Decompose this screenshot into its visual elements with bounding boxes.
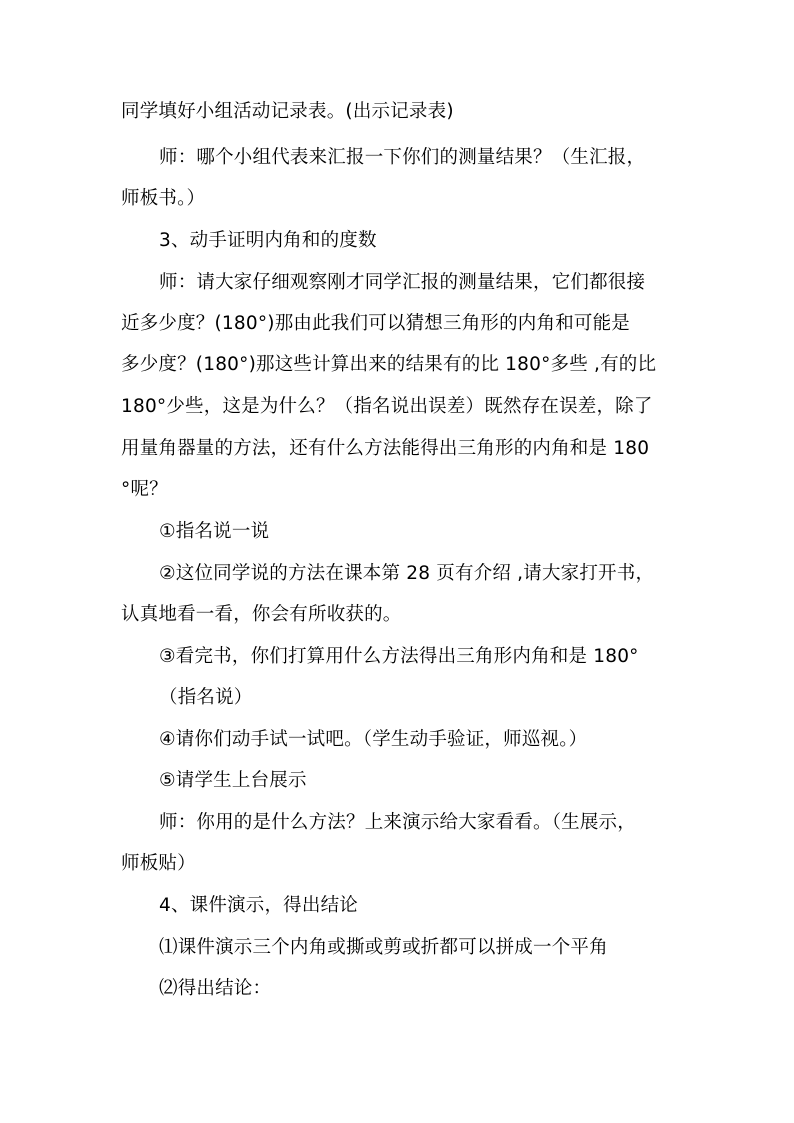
list-item: ①指名说一说 <box>159 521 270 542</box>
section-heading: 3、动手证明内角和的度数 <box>159 230 377 251</box>
list-item: ⑤请学生上台展示 <box>159 770 307 791</box>
paragraph-line: 180°少些，这是为什么？（指名说出误差）既然存在误差，除了 <box>121 396 653 417</box>
paragraph-line: （指名说） <box>159 687 253 708</box>
paragraph-line: 多少度？(180°)那这些计算出来的结果有的比 180°多些 ,有的比 <box>121 354 657 375</box>
paragraph-line: 用量角器量的方法，还有什么方法能得出三角形的内角和是 180 <box>121 438 650 459</box>
list-item: ②这位同学说的方法在课本第 28 页有介绍 ,请大家打开书， <box>159 563 655 584</box>
paragraph-line: 师板书。） <box>121 188 206 209</box>
paragraph-line: 师：哪个小组代表来汇报一下你们的测量结果？（生汇报， <box>159 147 646 168</box>
paragraph-line: °呢？ <box>121 479 168 500</box>
section-heading: 4、课件演示，得出结论 <box>159 895 358 916</box>
list-item: ⑵得出结论： <box>159 978 272 999</box>
paragraph-line: 师：你用的是什么方法？上来演示给大家看看。（生展示， <box>159 812 636 833</box>
list-item: ④请你们动手试一试吧。（学生动手验证，师巡视。） <box>159 729 588 750</box>
paragraph-line: 认真地看一看，你会有所收获的。 <box>121 604 402 625</box>
list-item: ⑴课件演示三个内角或撕或剪或折都可以拼成一个平角 <box>159 937 608 958</box>
paragraph-line: 同学填好小组活动记录表。(出示记录表) <box>121 101 454 122</box>
list-item: ③看完书，你们打算用什么方法得出三角形内角和是 180° <box>159 646 639 667</box>
paragraph-line: 师：请大家仔细观察刚才同学汇报的测量结果，它们都很接 <box>159 272 646 293</box>
paragraph-line: 近多少度？(180°)那由此我们可以猜想三角形的内角和可能是 <box>121 313 630 334</box>
paragraph-line: 师板贴） <box>121 853 196 874</box>
